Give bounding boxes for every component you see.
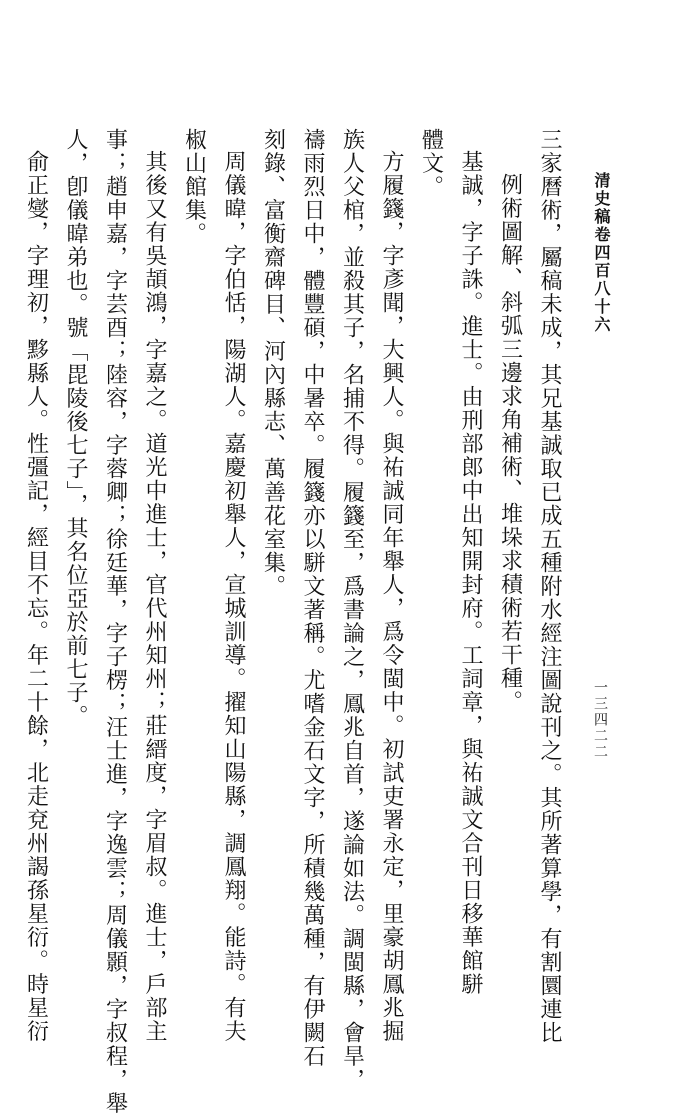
text-column: 周儀暐，字伯恬，陽湖人。嘉慶初舉人，宣城訓導。擢知山陽縣，調鳳翔。能詩。有夫 xyxy=(221,150,246,1043)
vertical-text-body xyxy=(16,128,569,1115)
text-column: 三家曆術，屬稿未成，其兄基誠取已成五種附水經注圖說刊之。其所著算學，有割圜連比 xyxy=(537,128,562,1045)
text-column: 事；趙申嘉，字芸酉；陸容，字蓉卿；徐廷華，字子楞；汪士進，字逸雲；周儀顥，字叔程，舉 xyxy=(102,128,128,1115)
text-column: 刻錄、富衡齋碑目、河內縣志、萬善花室集。 xyxy=(260,128,286,598)
page-number: 一三四二二 xyxy=(592,680,608,760)
running-header-title: 清史稿卷四百八十六 xyxy=(592,172,611,334)
text-column: 禱雨烈日中，體豐碩，中暑卒。履籛亦以駢文著稱。尤嗜金石文字，所積幾萬種，有伊闕石 xyxy=(300,128,325,1068)
text-column: 椒山館集。 xyxy=(181,128,207,246)
text-column: 基誠，字子誅。進士。由刑部郎中出知開封府。工詞章，與祐誠文合刊日移華館駢 xyxy=(458,150,483,996)
text-column: 族人父棺，並殺其子，名捕不得。履籛至，爲書論之，鳳兆自首，遂論如法。調閩縣，會旱， xyxy=(339,128,365,1092)
text-column: 體文。 xyxy=(418,128,444,199)
text-column: 例術圖解、斜弧三邊求角補術、堆垛求積術若干種。 xyxy=(497,173,523,714)
text-column: 俞正燮，字理初，黟縣人。性彊記，經目不忘。年二十餘，北走兗州謁孫星衍。時星衍 xyxy=(23,150,49,1043)
text-column: 方履籛，字彥聞，大興人。與祐誠同年舉人，爲令閩中。初試吏署永定，里豪胡鳳兆掘 xyxy=(379,150,404,1043)
text-column: 人，卽儀暐弟也。號「毘陵後七子」，其名位亞於前七子。 xyxy=(63,128,88,728)
text-column: 其後又有吳頡鴻，字嘉之。道光中進士，官代州知州；莊縉度，字眉叔。進士，戶部主 xyxy=(142,150,167,1043)
